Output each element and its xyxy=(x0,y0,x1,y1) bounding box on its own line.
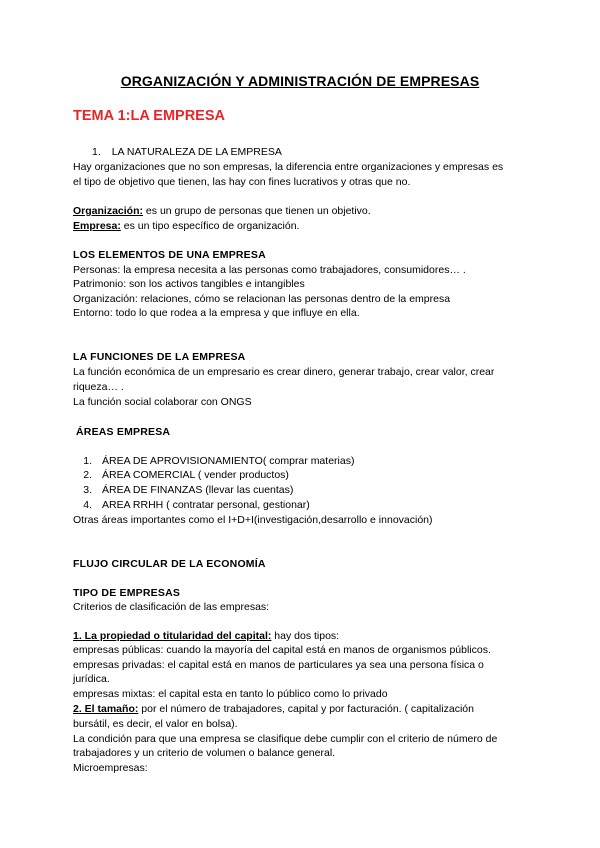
section-funciones-heading: LA FUNCIONES DE LA EMPRESA xyxy=(73,351,246,363)
paragraph-line: bursátil, es decir, el valor en bolsa). xyxy=(73,718,238,730)
definition: es un grupo de personas que tienen un objetivo. xyxy=(143,205,371,217)
term: Organización: xyxy=(73,205,144,217)
list-text: ÁREA DE APROVISIONAMIENTO( comprar materias) xyxy=(102,455,355,467)
list-item xyxy=(70,468,289,482)
paragraph-line: empresas privadas: el capital está en manos de particulares ya sea una persona física o xyxy=(73,659,484,671)
section-naturaleza-heading xyxy=(92,145,282,159)
paragraph-line: jurídica. xyxy=(73,673,110,685)
list-item xyxy=(70,498,310,512)
paragraph-line: Hay organizaciones que no son empresas, la diferencia entre organizaciones y empresas es xyxy=(73,161,504,173)
paragraph-line: Microempresas: xyxy=(73,762,148,774)
document-title: ORGANIZACIÓN Y ADMINISTRACIÓN DE EMPRESAS xyxy=(120,73,480,89)
paragraph-line: empresas mixtas: el capital esta en tanto lo público como lo privado xyxy=(73,688,388,700)
term: 1. La propiedad o titularidad del capital: xyxy=(73,630,272,642)
list-item xyxy=(70,454,354,468)
section-tipo-heading: TIPO DE EMPRESAS xyxy=(73,587,181,599)
paragraph-line: La condición para que una empresa se clasifique debe cumplir con el criterio de número de xyxy=(73,733,498,745)
section-areas-heading: ÁREAS EMPRESA xyxy=(76,426,171,438)
paragraph-line: Patrimonio: son los activos tangibles e intangibles xyxy=(73,278,305,290)
list-number: 1. xyxy=(92,146,101,158)
section-flujo-heading: FLUJO CIRCULAR DE LA ECONOMÍA xyxy=(73,558,266,570)
list-text: ÁREA COMERCIAL ( vender productos) xyxy=(102,469,289,481)
paragraph-line: Otras áreas importantes como el I+D+I(investigación,desarrollo e innovación) xyxy=(73,514,433,526)
paragraph-line: empresas públicas: cuando la mayoría del capital está en manos de organismos públicos. xyxy=(73,644,491,656)
criterion-tamano xyxy=(73,702,474,716)
section-elementos-heading: LOS ELEMENTOS DE UNA EMPRESA xyxy=(73,249,266,261)
term: Empresa: xyxy=(73,220,121,232)
list-item xyxy=(70,483,293,497)
list-text: LA NATURALEZA DE LA EMPRESA xyxy=(111,146,282,158)
definition: por el número de trabajadores, capital y por facturación. ( capitalización xyxy=(138,703,474,715)
list-text: ÁREA DE FINANZAS (llevar las cuentas) xyxy=(102,484,294,496)
paragraph-line: Personas: la empresa necesita a las personas como trabajadores, consumidores… . xyxy=(73,264,466,276)
tema-heading: TEMA 1:LA EMPRESA xyxy=(73,108,225,124)
paragraph-line: Organización: relaciones, cómo se relacionan las personas dentro de la empresa xyxy=(73,293,451,305)
paragraph-line: La función económica de un empresario es crear dinero, generar trabajo, crear valor, crear xyxy=(73,366,495,378)
list-number: 1. xyxy=(83,455,92,467)
term: 2. El tamaño: xyxy=(73,703,139,715)
paragraph-line: Entorno: todo lo que rodea a la empresa y que influye en ella. xyxy=(73,307,360,319)
list-text: AREA RRHH ( contratar personal, gestionar) xyxy=(102,499,310,511)
paragraph-line: La función social colaborar con ONGS xyxy=(73,396,252,408)
definition-organizacion xyxy=(73,204,371,218)
definition: es un tipo específico de organización. xyxy=(120,220,300,232)
definition-empresa xyxy=(73,219,299,233)
paragraph-line: trabajadores y un criterio de volumen o balance general. xyxy=(73,747,336,759)
paragraph-line: riqueza… . xyxy=(73,381,124,393)
criterion-propiedad xyxy=(73,629,339,643)
list-number: 2. xyxy=(83,469,92,481)
paragraph-line: Criterios de clasificación de las empresas: xyxy=(73,601,270,613)
paragraph-line: el tipo de objetivo que tienen, las hay con fines lucrativos y otras que no. xyxy=(73,176,411,188)
definition: hay dos tipos: xyxy=(271,630,340,642)
list-number: 4. xyxy=(83,499,92,511)
list-number: 3. xyxy=(83,484,92,496)
